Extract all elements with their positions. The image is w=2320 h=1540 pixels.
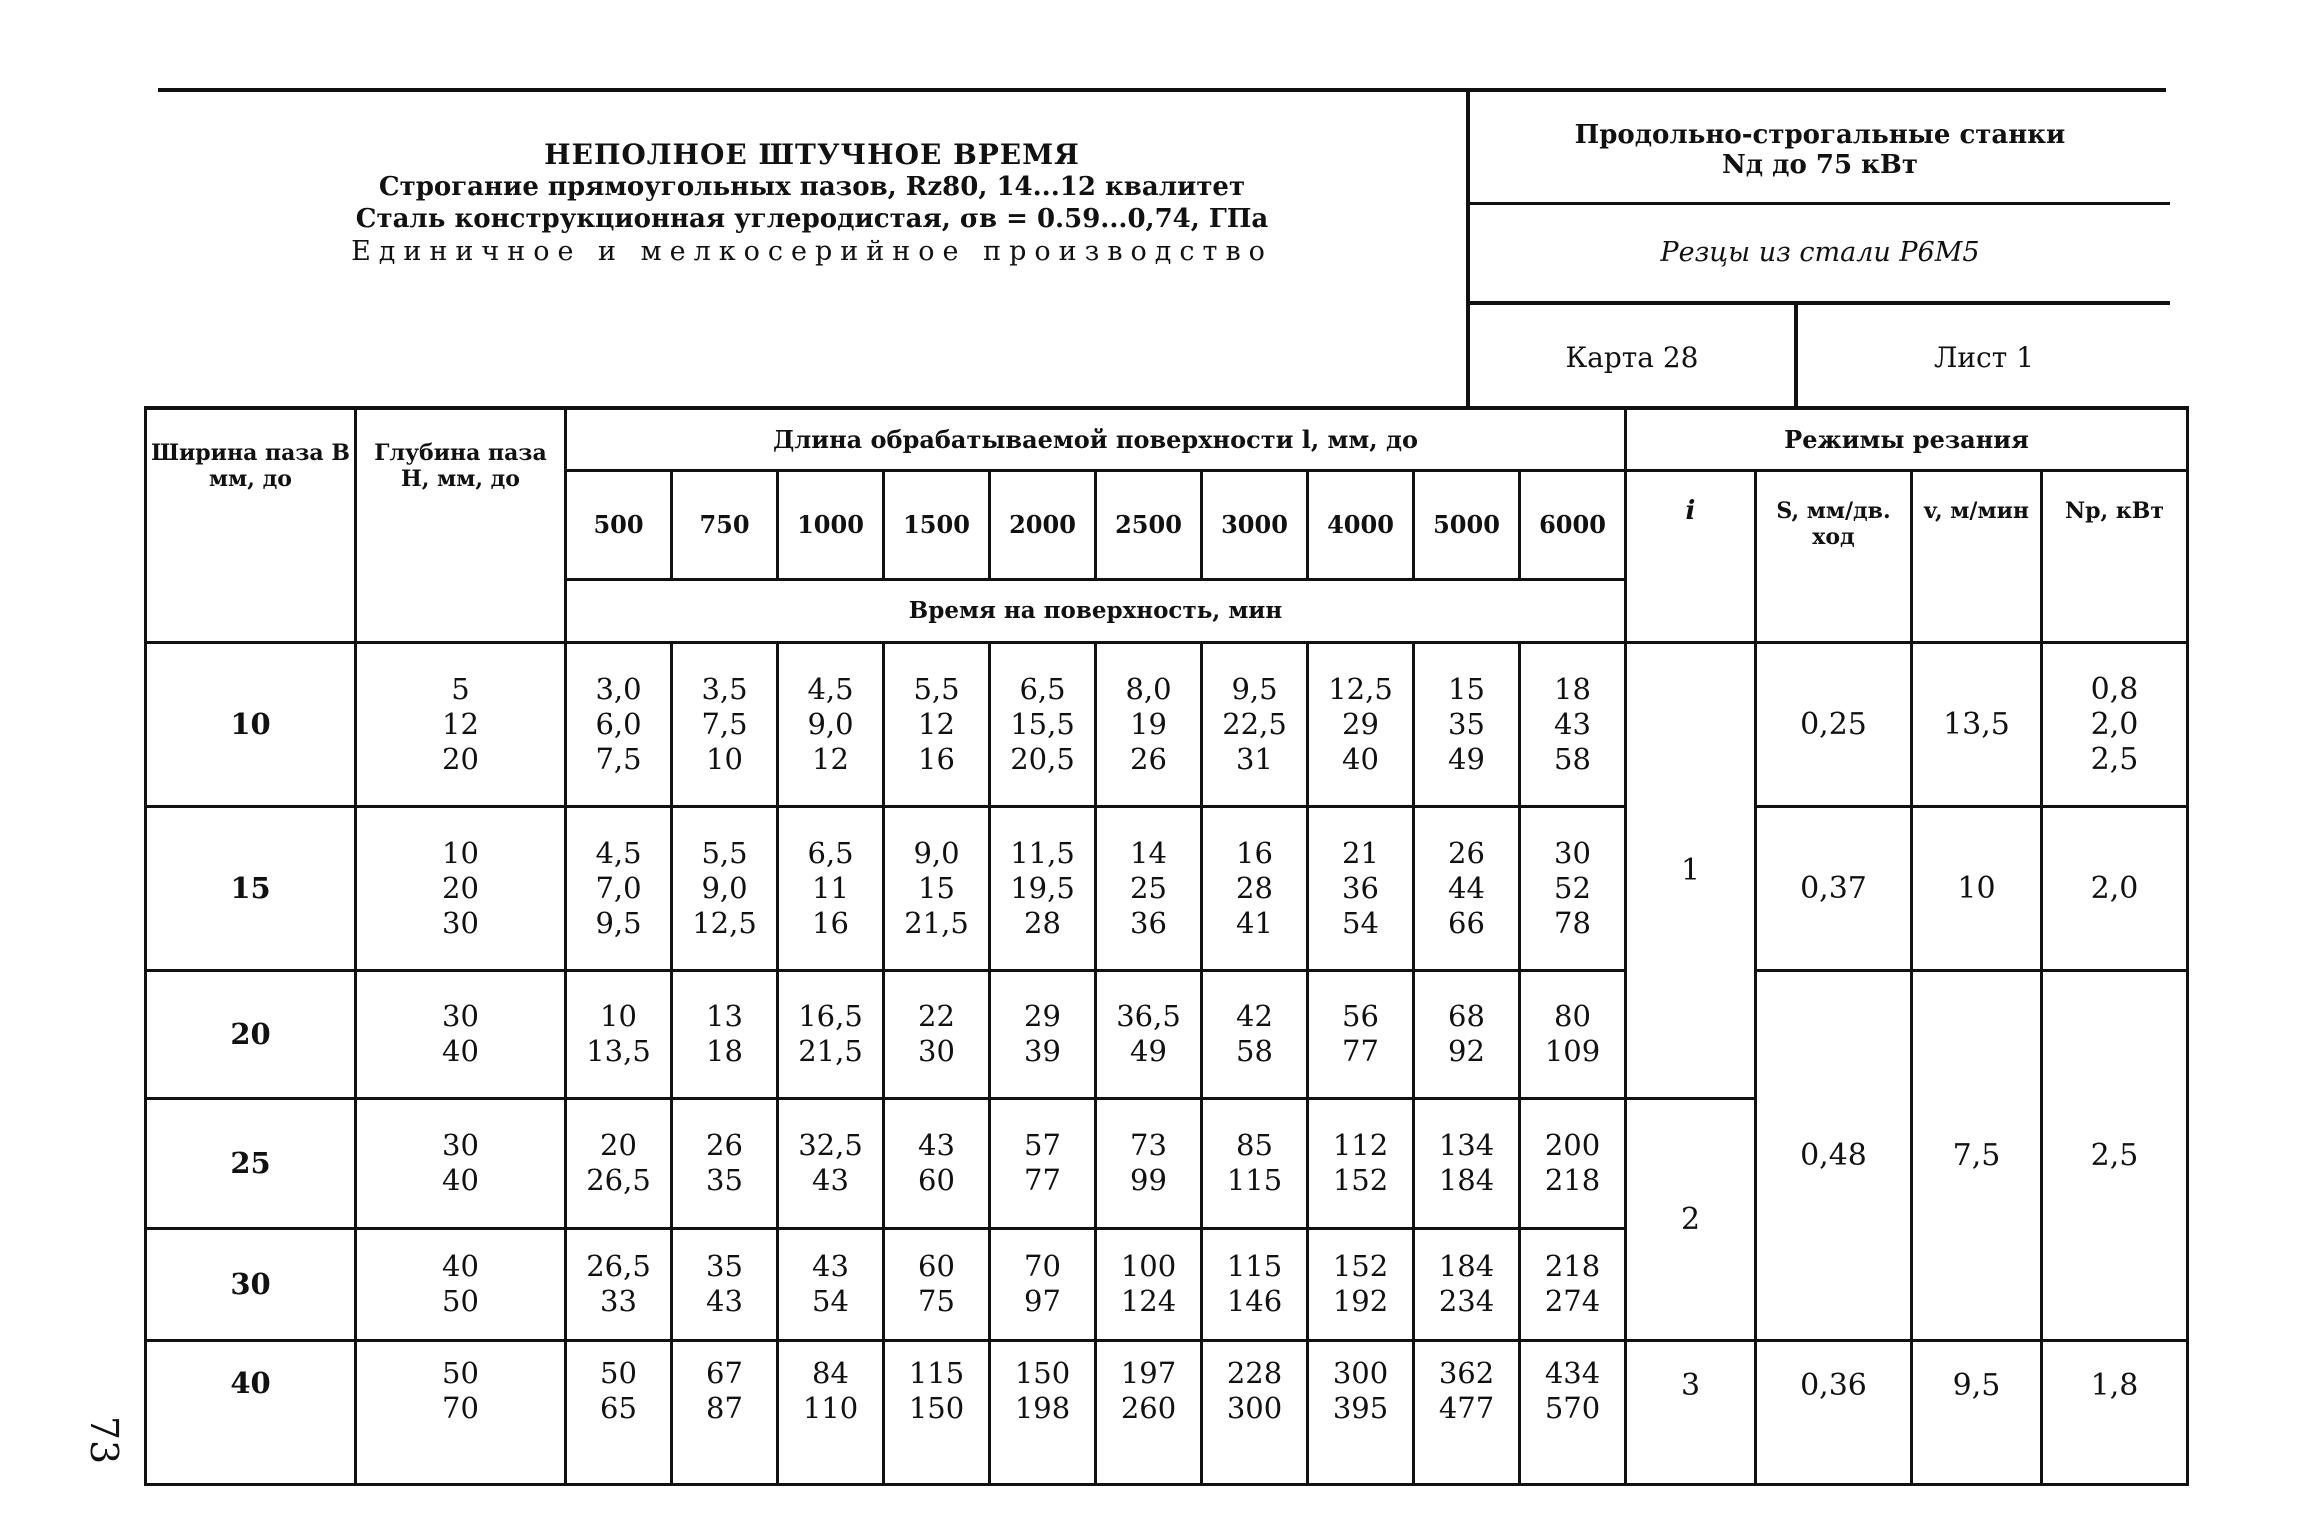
- length-750: 750: [672, 470, 778, 579]
- depth-cell: 30 40: [356, 1098, 566, 1228]
- time-cell: 200 218: [1520, 1098, 1626, 1228]
- time-cell: 100 124: [1096, 1228, 1202, 1340]
- time-cell: 4,5 9,0 12: [778, 642, 884, 806]
- time-cell: 26,5 33: [566, 1228, 672, 1340]
- time-cell: 16,5 21,5: [778, 970, 884, 1098]
- time-cell: 115 146: [1202, 1228, 1308, 1340]
- time-cell: 32,5 43: [778, 1098, 884, 1228]
- time-cell: 4,5 7,0 9,5: [566, 806, 672, 970]
- length-4000: 4000: [1308, 470, 1414, 579]
- time-cell: 29 39: [990, 970, 1096, 1098]
- time-cell: 50 65: [566, 1340, 672, 1484]
- mode-i-group-2: 2: [1626, 1098, 1756, 1340]
- mode-n-cell: 1,8: [2042, 1340, 2188, 1484]
- time-cell: 115 150: [884, 1340, 990, 1484]
- mode-n-cell: 0,8 2,0 2,5: [2042, 642, 2188, 806]
- doc-title: НЕПОЛНОЕ ШТУЧНОЕ ВРЕМЯ: [544, 138, 1080, 171]
- length-1500: 1500: [884, 470, 990, 579]
- time-cell: 184 234: [1414, 1228, 1520, 1340]
- time-cell: 57 77: [990, 1098, 1096, 1228]
- mode-s-cell: 0,48: [1756, 970, 1912, 1340]
- time-cell: 85 115: [1202, 1098, 1308, 1228]
- time-header: Время на поверхность, мин: [566, 579, 1626, 642]
- time-cell: 6,5 15,5 20,5: [990, 642, 1096, 806]
- mode-i-group-1: 1: [1626, 642, 1756, 1098]
- time-cell: 56 77: [1308, 970, 1414, 1098]
- time-cell: 60 75: [884, 1228, 990, 1340]
- time-cell: 112 152: [1308, 1098, 1414, 1228]
- time-cell: 9,5 22,5 31: [1202, 642, 1308, 806]
- time-cell: 35 43: [672, 1228, 778, 1340]
- time-cell: 218 274: [1520, 1228, 1626, 1340]
- time-cell: 150 198: [990, 1340, 1096, 1484]
- time-cell: 26 35: [672, 1098, 778, 1228]
- time-cell: 8,0 19 26: [1096, 642, 1202, 806]
- width-cell: 25: [146, 1098, 356, 1228]
- time-cell: 197 260: [1096, 1340, 1202, 1484]
- depth-cell: 5 12 20: [356, 642, 566, 806]
- time-cell: 43 60: [884, 1098, 990, 1228]
- sheet-number: Лист 1: [1934, 340, 2034, 374]
- time-cell: 20 26,5: [566, 1098, 672, 1228]
- time-cell: 22 30: [884, 970, 990, 1098]
- col-depth-header: Глубина паза H, мм, до: [356, 408, 566, 642]
- time-cell: 14 25 36: [1096, 806, 1202, 970]
- time-cell: 434 570: [1520, 1340, 1626, 1484]
- time-cell: 5,5 9,0 12,5: [672, 806, 778, 970]
- time-cell: 228 300: [1202, 1340, 1308, 1484]
- time-cell: 10 13,5: [566, 970, 672, 1098]
- time-cell: 84 110: [778, 1340, 884, 1484]
- length-5000: 5000: [1414, 470, 1520, 579]
- width-cell: 40: [146, 1340, 356, 1484]
- time-cell: 3,0 6,0 7,5: [566, 642, 672, 806]
- mode-v-cell: 7,5: [1912, 970, 2042, 1340]
- length-1000: 1000: [778, 470, 884, 579]
- time-cell: 30 52 78: [1520, 806, 1626, 970]
- card-number: Карта 28: [1470, 305, 1798, 409]
- tool-cell: Резцы из стали Р6М5: [1470, 205, 2170, 305]
- info-block: [1466, 92, 2170, 410]
- depth-cell: 50 70: [356, 1340, 566, 1484]
- length-2500: 2500: [1096, 470, 1202, 579]
- time-cell: 68 92: [1414, 970, 1520, 1098]
- mode-s-header: S, мм/дв. ход: [1756, 470, 1912, 642]
- time-cell: 9,0 15 21,5: [884, 806, 990, 970]
- cutting-time-table: [144, 406, 2189, 1486]
- time-cell: 36,5 49: [1096, 970, 1202, 1098]
- time-cell: 11,5 19,5 28: [990, 806, 1096, 970]
- time-cell: 21 36 54: [1308, 806, 1414, 970]
- table-row: [146, 1340, 2188, 1484]
- time-cell: 18 43 58: [1520, 642, 1626, 806]
- time-cell: 70 97: [990, 1228, 1096, 1340]
- time-cell: 362 477: [1414, 1340, 1520, 1484]
- mode-i-header: i: [1626, 470, 1756, 642]
- time-cell: 16 28 41: [1202, 806, 1308, 970]
- width-cell: 15: [146, 806, 356, 970]
- mode-s-cell: 0,25: [1756, 642, 1912, 806]
- time-cell: 67 87: [672, 1340, 778, 1484]
- card-sheet-row: [1470, 305, 2170, 409]
- mode-v-cell: 9,5: [1912, 1340, 2042, 1484]
- mode-i-group-3: 3: [1626, 1340, 1756, 1484]
- width-cell: 30: [146, 1228, 356, 1340]
- machine-cell: [1470, 92, 2170, 205]
- mode-v-cell: 13,5: [1912, 642, 2042, 806]
- time-cell: 26 44 66: [1414, 806, 1520, 970]
- time-cell: 73 99: [1096, 1098, 1202, 1228]
- time-cell: 300 395: [1308, 1340, 1414, 1484]
- mode-s-cell: 0,37: [1756, 806, 1912, 970]
- time-cell: 42 58: [1202, 970, 1308, 1098]
- mode-n-cell: 2,0: [2042, 806, 2188, 970]
- page-number: 73: [82, 1415, 127, 1465]
- time-cell: 13 18: [672, 970, 778, 1098]
- length-header: Длина обрабатываемой поверхности l, мм, до: [566, 408, 1626, 470]
- table-row: [146, 970, 2188, 1098]
- time-cell: 12,5 29 40: [1308, 642, 1414, 806]
- table-row: [146, 642, 2188, 806]
- machine-line-1: Продольно-строгальные станки: [1574, 120, 2066, 150]
- length-2000: 2000: [990, 470, 1096, 579]
- time-cell: 43 54: [778, 1228, 884, 1340]
- depth-cell: 30 40: [356, 970, 566, 1098]
- table-row: [146, 806, 2188, 970]
- depth-cell: 10 20 30: [356, 806, 566, 970]
- length-3000: 3000: [1202, 470, 1308, 579]
- time-cell: 6,5 11 16: [778, 806, 884, 970]
- header-block: [158, 88, 2166, 410]
- length-500: 500: [566, 470, 672, 579]
- mode-v-header: v, м/мин: [1912, 470, 2042, 642]
- width-cell: 20: [146, 970, 356, 1098]
- mode-s-cell: 0,36: [1756, 1340, 1912, 1484]
- depth-cell: 40 50: [356, 1228, 566, 1340]
- col-width-header: Ширина паза B мм, до: [146, 408, 356, 642]
- production-type: Единичное и мелкосерийное производство: [351, 236, 1273, 267]
- mode-n-cell: 2,5: [2042, 970, 2188, 1340]
- title-block: [158, 92, 1466, 410]
- time-cell: 134 184: [1414, 1098, 1520, 1228]
- length-6000: 6000: [1520, 470, 1626, 579]
- mode-n-header: Nр, кВт: [2042, 470, 2188, 642]
- modes-header: Режимы резания: [1626, 408, 2188, 470]
- time-cell: 15 35 49: [1414, 642, 1520, 806]
- mode-v-cell: 10: [1912, 806, 2042, 970]
- time-cell: 3,5 7,5 10: [672, 642, 778, 806]
- time-cell: 152 192: [1308, 1228, 1414, 1340]
- time-cell: 5,5 12 16: [884, 642, 990, 806]
- width-cell: 10: [146, 642, 356, 806]
- doc-subtitle-2: Сталь конструкционная углеродистая, σв = 0.59...0,74, ГПа: [355, 204, 1269, 234]
- machine-line-2: Nд до 75 кВт: [1722, 150, 1918, 180]
- time-cell: 80 109: [1520, 970, 1626, 1098]
- doc-subtitle-1: Строгание прямоугольных пазов, Rz80, 14...12 квалитет: [378, 172, 1246, 202]
